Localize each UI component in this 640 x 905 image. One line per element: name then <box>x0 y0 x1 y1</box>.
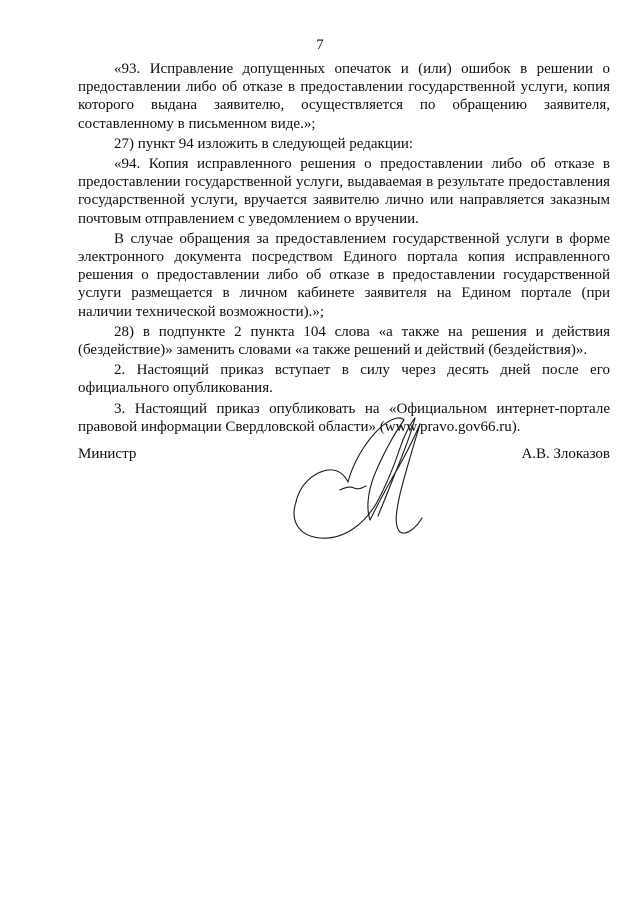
paragraph-point-27: 27) пункт 94 изложить в следующей редакции: <box>114 135 414 152</box>
page-number: 7 <box>316 37 324 53</box>
paragraph-electronic-copy: В случае обращения за предоставлением государственной услуги в форме электронного документа посредством Единого портала копия исправленного решения о предоставлении либо об отказе в предоставлении государственной услуги размещается в личном кабинете заявителя на Едином портале (при наличии технической возможности).»; <box>78 230 610 320</box>
paragraph-item-94: «94. Копия исправленного решения о предоставлении либо об отказе в предоставлении государственной услуги, выдаваемая в результате предоставления государственной услуги, вручается заявителю лично или направляется заказным почтовым отправлением с уведомлением о вручении. <box>78 156 610 227</box>
handwritten-signature <box>282 408 442 548</box>
paragraph-point-28: 28) в подпункте 2 пункта 104 слова «а также на решения и действия (бездействие)» заменить словами «а также решений и действий (бездействия)». <box>78 323 610 359</box>
paragraph-clause-2: 2. Настоящий приказ вступает в силу через десять дней после его официального опубликования. <box>78 362 610 397</box>
paragraph-item-93: «93. Исправление допущенных опечаток и (или) ошибок в решении о предоставлении либо об отказе в предоставлении государственной услуги, копия которого выдана заявителю, осуществляется по обращению заявителя, составленному в письменном виде.»; <box>78 61 610 132</box>
signer-title: Министр <box>78 446 137 462</box>
signer-name: А.В. Злоказов <box>521 446 610 462</box>
paragraph-clause-3: 3. Настоящий приказ опубликовать на «Официальном интернет-портале правовой информации Свердловской области» (www.pravo.gov66.ru). <box>78 400 610 435</box>
document-body <box>78 60 610 438</box>
